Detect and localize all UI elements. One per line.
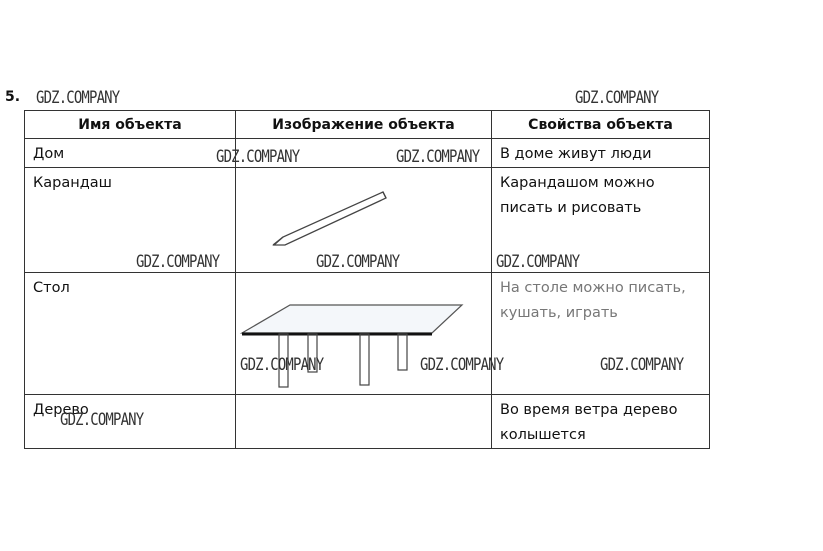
object-image-cell bbox=[236, 395, 492, 449]
table-row bbox=[25, 395, 710, 449]
object-properties-cell bbox=[492, 168, 710, 273]
object-name: Стол bbox=[33, 280, 70, 296]
watermark: GDZ.COMPANY bbox=[496, 252, 580, 272]
task-number: 5. bbox=[5, 89, 21, 105]
object-properties: Карандашом можно писать и рисовать bbox=[500, 175, 655, 216]
table-row bbox=[25, 168, 710, 273]
object-name-cell bbox=[25, 273, 236, 395]
object-properties-cell bbox=[492, 139, 710, 168]
object-properties-cell bbox=[492, 273, 710, 395]
object-name: Карандаш bbox=[33, 175, 112, 191]
table-row bbox=[25, 273, 710, 395]
pencil-drawing bbox=[236, 168, 492, 272]
watermark: GDZ.COMPANY bbox=[420, 355, 504, 375]
object-image-cell bbox=[236, 139, 492, 168]
object-image-cell bbox=[236, 168, 492, 273]
object-properties: В доме живут люди bbox=[500, 146, 652, 162]
object-properties: Во время ветра дерево колышется bbox=[500, 402, 678, 443]
object-name-cell bbox=[25, 168, 236, 273]
object-name-cell bbox=[25, 139, 236, 168]
table-header-row bbox=[25, 111, 710, 139]
object-properties: На столе можно писать, кушать, играть bbox=[500, 280, 686, 321]
watermark: GDZ.COMPANY bbox=[136, 252, 220, 272]
object-name-cell bbox=[25, 395, 236, 449]
watermark: GDZ.COMPANY bbox=[316, 252, 400, 272]
watermark: GDZ.COMPANY bbox=[60, 410, 144, 430]
watermark: GDZ.COMPANY bbox=[575, 88, 659, 108]
table-row bbox=[25, 139, 710, 168]
watermark: GDZ.COMPANY bbox=[36, 88, 120, 108]
header-object-name: Имя объекта bbox=[25, 111, 236, 139]
watermark: GDZ.COMPANY bbox=[396, 147, 480, 167]
watermark: GDZ.COMPANY bbox=[600, 355, 684, 375]
header-object-image: Изображение объекта bbox=[236, 111, 492, 139]
object-properties-cell bbox=[492, 395, 710, 449]
header-object-properties: Свойства объекта bbox=[492, 111, 710, 139]
watermark: GDZ.COMPANY bbox=[216, 147, 300, 167]
table-drawing bbox=[236, 273, 492, 394]
object-name: Дом bbox=[33, 146, 65, 162]
objects-table bbox=[24, 110, 710, 449]
watermark: GDZ.COMPANY bbox=[240, 355, 324, 375]
object-image-cell bbox=[236, 273, 492, 395]
object-name: Дерево bbox=[33, 402, 89, 418]
